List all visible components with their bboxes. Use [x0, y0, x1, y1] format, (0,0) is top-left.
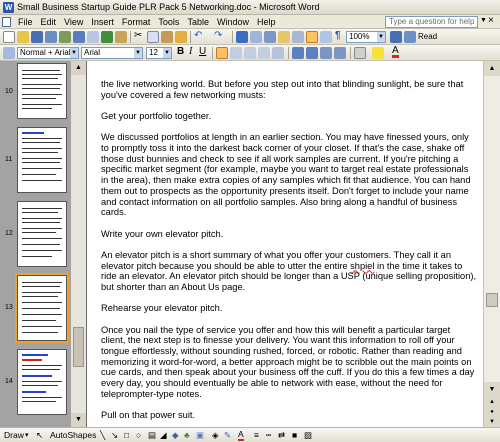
redo-icon[interactable]: ↷: [214, 30, 223, 41]
zoom-select[interactable]: [346, 31, 386, 43]
show-hide-icon[interactable]: ¶: [335, 30, 341, 41]
thumbnail-page[interactable]: [5, 127, 67, 193]
paste-icon[interactable]: [161, 31, 173, 43]
clip-art-icon[interactable]: ♣: [184, 430, 190, 440]
italic-icon[interactable]: I: [189, 46, 193, 57]
research-icon[interactable]: [115, 31, 127, 43]
menu-help[interactable]: Help: [256, 17, 276, 27]
open-folder-icon[interactable]: [17, 31, 29, 43]
toolbar-separator: [350, 47, 351, 59]
select-objects-icon[interactable]: ↖: [36, 430, 44, 440]
document-icon[interactable]: [2, 17, 11, 27]
menu-items: [14, 16, 279, 28]
page-number: 10: [5, 88, 13, 95]
align-right-icon[interactable]: [244, 47, 256, 59]
word-app-icon[interactable]: W: [4, 3, 13, 12]
print-preview-icon[interactable]: [87, 31, 99, 43]
font-size-dropdown-icon[interactable]: ▼: [164, 50, 170, 56]
font-dropdown-icon[interactable]: ▼: [135, 50, 141, 56]
toolbar-separator: [288, 47, 289, 59]
hyperlink-icon[interactable]: [236, 31, 248, 43]
read-label[interactable]: Read: [418, 32, 438, 41]
email-icon[interactable]: [59, 31, 71, 43]
paragraph: An elevator pitch is a short summary of what you offer your customers. They call it an elevator pitch because you should be able to utter the entire shpiel in the time it takes to ride an elevator. An elevator pitch should be longer than a USP (unique selling proposition), but shorter than an About Us page.: [101, 249, 477, 292]
scroll-up-icon[interactable]: ▲: [484, 61, 500, 76]
draw-menu[interactable]: Draw: [4, 430, 24, 440]
paragraph: We discussed portfolios at length in an earlier section. You may have finessed yours, only to promptly toss it into the darkest back corner of your closet. If that's the case, shake off those dust bunnies and check to see if all work samples are current. If you're pitching a specific market segment (for example, maybe you want to target real estate professionals in the area), then make extra copies of any samples which fit that audience. You can hand them out to prospects as the opportunity presents itself. Don't forget to include your name and contact information on all portfolio samples. Also bring along a handful of business cards.: [101, 132, 471, 218]
menu-window[interactable]: Window: [216, 17, 249, 27]
align-left-icon[interactable]: [216, 47, 228, 59]
next-page-icon[interactable]: ▼: [484, 417, 500, 427]
menu-insert[interactable]: Insert: [91, 17, 114, 27]
zoom-value: 100%: [349, 32, 370, 41]
insert-table-icon[interactable]: [264, 31, 276, 43]
shadow-style-icon[interactable]: ■: [292, 430, 298, 440]
page-number: 14: [5, 378, 13, 385]
window-title: Small Business Startup Guide PLR Pack 5 Networking.doc - Microsoft Word: [17, 2, 320, 12]
help-dropdown-icon[interactable]: ▼: [480, 17, 487, 24]
thumbnail-page[interactable]: [5, 349, 67, 415]
bullets-icon[interactable]: [306, 47, 318, 59]
copy-icon[interactable]: [147, 31, 159, 43]
page-number: 12: [5, 230, 13, 237]
thumbnail-page-current[interactable]: [5, 275, 67, 341]
font-color-draw-icon[interactable]: A: [238, 429, 244, 439]
paragraph-heading: Get your portfolio together.: [101, 111, 212, 121]
insert-picture-icon[interactable]: ▣: [196, 430, 205, 440]
styles-formatting-icon[interactable]: [3, 47, 15, 59]
permission-icon[interactable]: [45, 31, 57, 43]
style-select[interactable]: [17, 47, 79, 59]
help-icon[interactable]: [390, 31, 402, 43]
thumbnails-pane: [0, 61, 87, 427]
select-browse-object-icon[interactable]: ●: [484, 407, 500, 417]
tables-borders-icon[interactable]: [250, 31, 262, 43]
line-icon[interactable]: ╲: [100, 430, 106, 440]
print-icon[interactable]: [73, 31, 85, 43]
autoshapes-menu[interactable]: AutoShapes: [50, 430, 97, 440]
spelling-error-word[interactable]: shpiel: [350, 260, 375, 271]
line-color-icon[interactable]: ✎: [224, 430, 232, 440]
toolbar-separator: [190, 31, 191, 43]
numbering-icon[interactable]: [292, 47, 304, 59]
save-icon[interactable]: [31, 31, 43, 43]
menu-format[interactable]: Format: [121, 17, 151, 27]
paragraph-heading: Pull on that power suit.: [101, 410, 196, 421]
align-center-icon[interactable]: [230, 47, 242, 59]
insert-excel-icon[interactable]: [278, 31, 290, 43]
scroll-down-icon[interactable]: ▼: [484, 382, 500, 397]
paragraph-heading: Write your own elevator pitch.: [101, 228, 224, 239]
format-painter-icon[interactable]: [175, 31, 187, 43]
paragraph: the live networking world. But before you step out into that blinding sunlight, be sure that you've covered a few networking musts:: [101, 79, 464, 100]
dash-style-icon[interactable]: ┅: [266, 430, 272, 440]
fill-color-icon[interactable]: ◈: [212, 430, 219, 440]
page-number: 13: [5, 304, 13, 311]
standard-toolbar: [0, 29, 500, 45]
diagram-icon[interactable]: ◆: [172, 430, 179, 440]
help-search-input[interactable]: Type a question for help: [385, 16, 478, 28]
thumbnail-page[interactable]: [5, 201, 67, 267]
menu-bar: [0, 15, 500, 29]
thumbnails-scrollbar[interactable]: [71, 61, 86, 427]
cut-icon[interactable]: ✂: [134, 30, 143, 41]
font-color-icon[interactable]: A: [392, 45, 399, 56]
3d-style-icon[interactable]: ▨: [304, 430, 313, 440]
font-value: Arial: [84, 48, 101, 57]
scroll-down-icon[interactable]: ▼: [71, 413, 86, 427]
zoom-dropdown-icon[interactable]: ▼: [378, 34, 384, 40]
thumbnail-page[interactable]: [5, 63, 67, 119]
formatting-toolbar: [0, 45, 500, 61]
oval-icon[interactable]: ○: [136, 430, 142, 440]
menu-table[interactable]: Table: [187, 17, 209, 27]
font-size-value: 12: [149, 48, 158, 57]
rectangle-icon[interactable]: □: [124, 430, 130, 440]
arrow-style-icon[interactable]: ⇄: [278, 430, 286, 440]
paragraph-heading: Rehearse your elevator pitch.: [101, 303, 223, 314]
draw-dropdown-icon[interactable]: ▾: [25, 432, 29, 439]
bold-icon[interactable]: B: [177, 46, 185, 57]
scroll-up-icon[interactable]: ▲: [71, 61, 86, 75]
toolbar-separator: [232, 31, 233, 43]
read-icon[interactable]: [404, 31, 416, 43]
increase-indent-icon[interactable]: [334, 47, 346, 59]
font-select[interactable]: [81, 47, 143, 59]
scroll-thumb[interactable]: [73, 327, 84, 367]
drawing-toolbar: [0, 427, 500, 442]
line-style-icon[interactable]: ≡: [254, 430, 259, 440]
menu-tools[interactable]: Tools: [158, 17, 180, 27]
text-box-icon[interactable]: ▤: [148, 430, 157, 440]
toolbar-separator: [130, 31, 131, 43]
title-bar: [0, 0, 500, 15]
font-size-select[interactable]: [146, 47, 172, 59]
columns-icon[interactable]: [292, 31, 304, 43]
decrease-indent-icon[interactable]: [320, 47, 332, 59]
menu-view[interactable]: View: [64, 17, 84, 27]
page-number: 11: [5, 156, 13, 163]
style-dropdown-icon[interactable]: ▼: [71, 50, 77, 56]
arrow-icon[interactable]: ↘: [111, 430, 119, 440]
document-body[interactable]: [101, 79, 477, 427]
previous-page-icon[interactable]: ▲: [484, 397, 500, 407]
wordart-icon[interactable]: ◢: [160, 430, 167, 440]
toolbar-separator: [212, 47, 213, 59]
spelling-icon[interactable]: [101, 31, 113, 43]
line-spacing-icon[interactable]: [272, 47, 284, 59]
justify-icon[interactable]: [258, 47, 270, 59]
paragraph: Once you nail the type of service you offer and how this will benefit a particular target client, the next step is to finesse your delivery. You want this information to roll off your tongue effortlessly, without sounding rushed, forced, or robotic. Rather than reading and memorizing it word-for-word, a better approach might be to scribble out the main points on cue cards, and then speak about your business off the cuff. If you do this a few times a day every day, you should eventually be able to network with ease, without the need for teleprompter-type notes.: [101, 324, 475, 399]
document-map-icon[interactable]: [320, 31, 332, 43]
menu-edit[interactable]: Edit: [40, 17, 57, 27]
scroll-thumb[interactable]: [486, 293, 498, 307]
underline-icon[interactable]: U: [199, 46, 207, 57]
vertical-scrollbar[interactable]: [483, 61, 500, 427]
close-document-icon[interactable]: ×: [488, 15, 494, 26]
undo-icon[interactable]: ↶: [194, 30, 203, 41]
document-page[interactable]: [87, 61, 483, 427]
borders-icon[interactable]: [354, 47, 366, 59]
drawing-icon[interactable]: [306, 31, 318, 43]
new-document-icon[interactable]: [3, 31, 15, 43]
menu-file[interactable]: File: [18, 17, 33, 27]
style-value: Normal + Arial: [20, 48, 71, 57]
highlight-icon[interactable]: [372, 47, 384, 59]
